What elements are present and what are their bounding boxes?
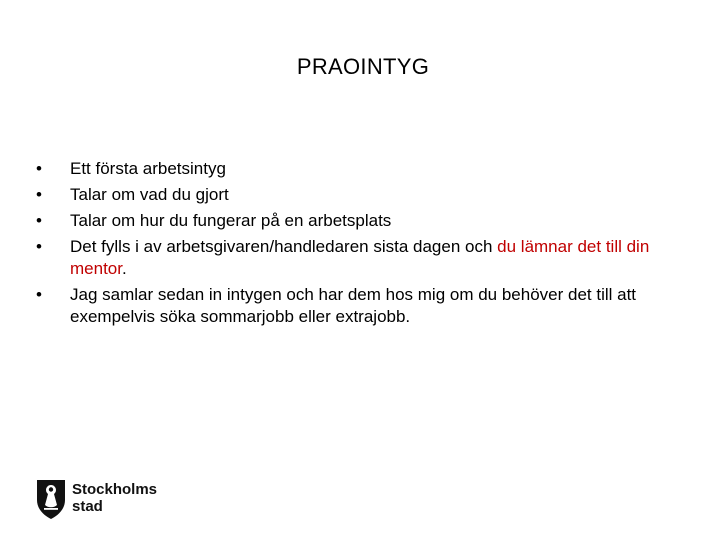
logo-text (72, 481, 157, 515)
bullet-text: Jag samlar sedan in intygen och har dem hos mig om du behöver det till att exempelvis söka sommarjobb eller extrajobb. (70, 285, 637, 326)
logo-line-2: stad (72, 498, 103, 515)
bullet-text-end: . (121, 259, 127, 278)
bullet-text: Talar om vad du gjort (70, 185, 229, 204)
logo-line-1: Stockholms (72, 481, 158, 498)
bullet-list (36, 158, 686, 332)
stockholm-crest-icon (36, 478, 66, 520)
bullet-text: Talar om hur du fungerar på en arbetsplats (70, 211, 392, 230)
bullet-text: Det fylls i av arbetsgivaren/handledaren sista dagen och (70, 237, 498, 256)
bullet-text: Ett första arbetsintyg (70, 159, 226, 178)
list-item (36, 284, 686, 328)
bullet-highlight: du lämnar det till din mentor (70, 237, 650, 278)
list-item (36, 184, 686, 206)
list-item (36, 158, 686, 180)
list-item (36, 236, 686, 280)
list-item (36, 210, 686, 232)
stockholm-logo (36, 478, 166, 520)
page-title: PRAOINTYG (296, 54, 430, 79)
